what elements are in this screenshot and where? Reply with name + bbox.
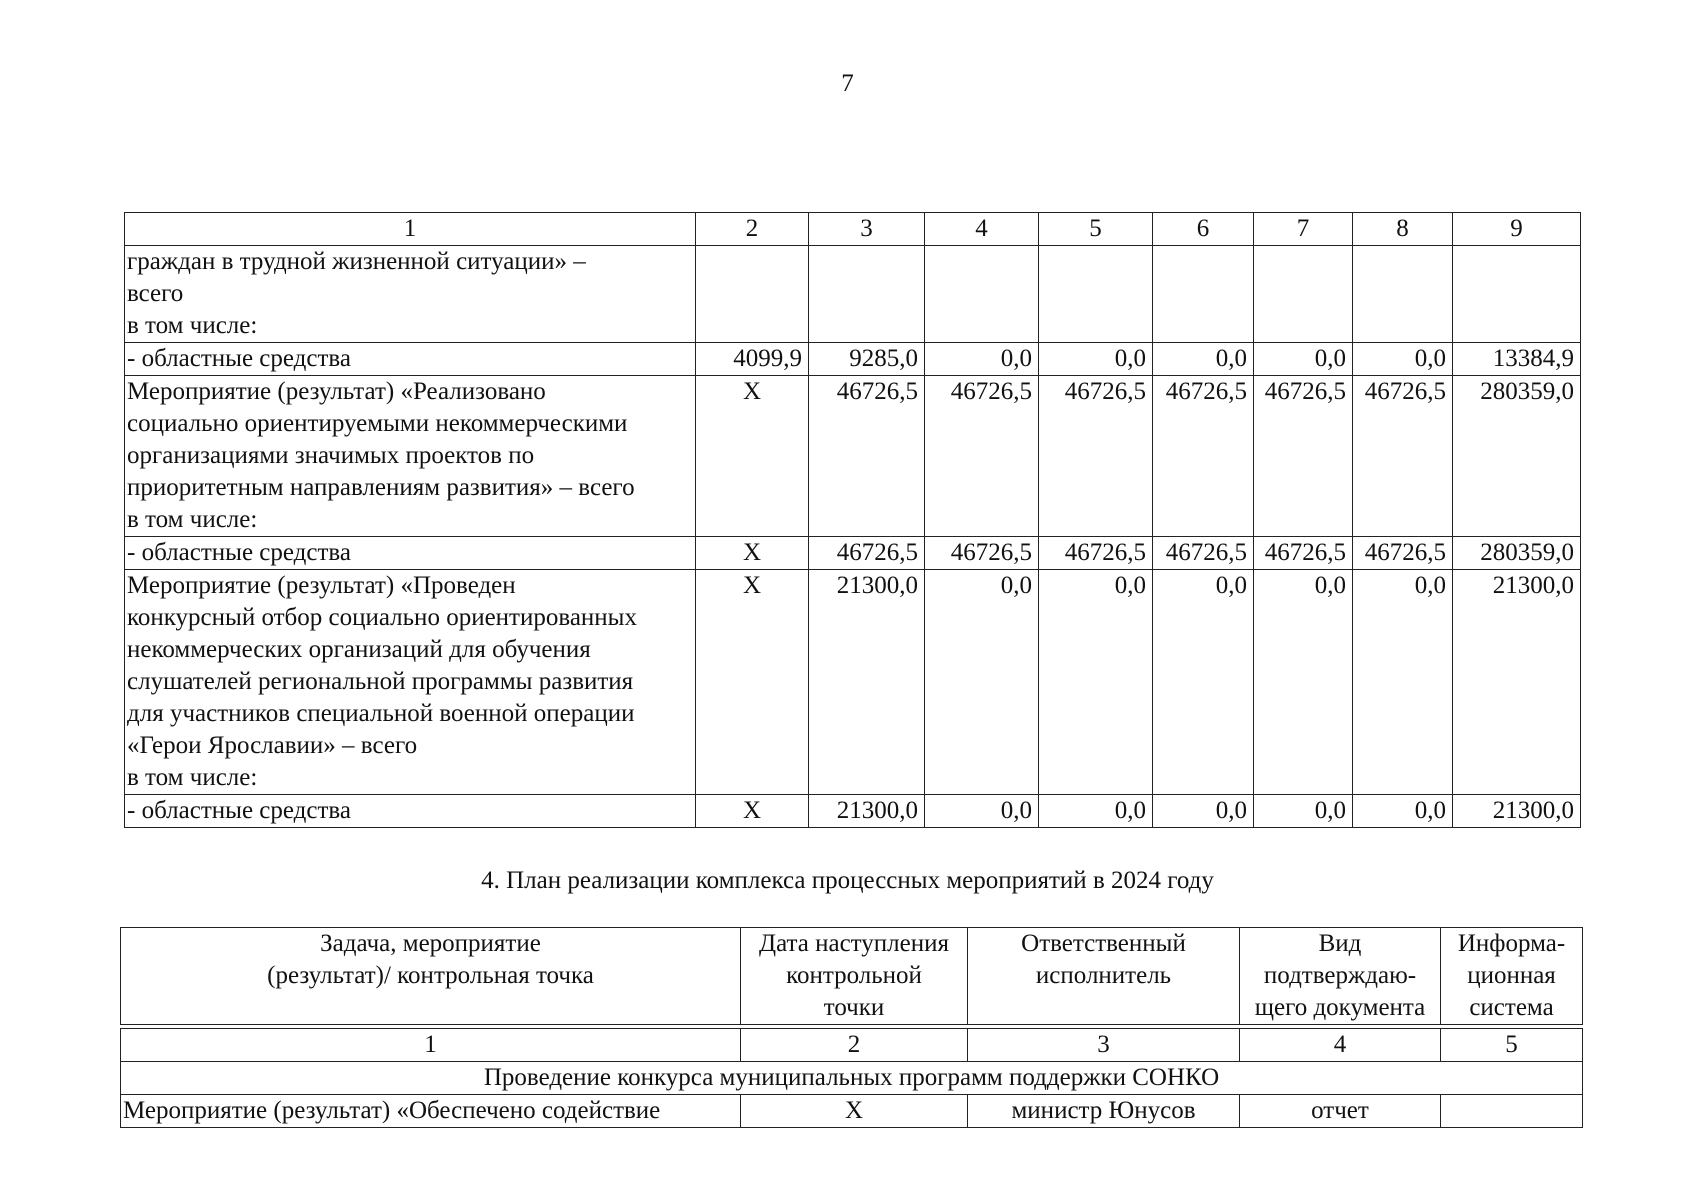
table-row (125, 246, 1581, 343)
header-line: подтверждаю- (1263, 962, 1417, 989)
section-title: 4. План реализации комплекса процессных мероприятий в 2024 году (481, 867, 1214, 894)
description-line: конкурсный отбор социально ориентированных (127, 604, 637, 631)
column-number: 5 (1441, 1029, 1583, 1062)
value-cell (1353, 246, 1453, 343)
column-number: 3 (809, 213, 925, 246)
value-cell: Х (696, 795, 809, 828)
value-cell: 0,0 (1353, 570, 1453, 795)
value-cell (696, 246, 809, 343)
header-line: контрольной (786, 962, 922, 989)
description-line: социально ориентируемыми некоммерческими (127, 410, 628, 437)
plan-table (120, 927, 1583, 1128)
header-line: Вид (1318, 930, 1362, 957)
value-cell: 46726,5 (809, 376, 925, 537)
table-row (121, 1095, 1583, 1128)
row-description (125, 246, 696, 343)
description-line: - областные средства (127, 345, 351, 372)
description-line: - областные средства (127, 539, 351, 566)
column-number: 4 (1240, 1029, 1441, 1062)
value-cell: 21300,0 (809, 795, 925, 828)
description-line: всего (127, 280, 184, 307)
description-line: слушателей региональной программы развития (127, 668, 634, 695)
value-cell: 46726,5 (925, 376, 1039, 537)
description-line: в том числе: (127, 764, 258, 791)
table-row (125, 570, 1581, 795)
value-cell: 46726,5 (1153, 537, 1254, 570)
responsible-cell: министр Юнусов (968, 1095, 1240, 1128)
value-cell: 46726,5 (1153, 376, 1254, 537)
value-cell: 0,0 (1039, 795, 1153, 828)
value-cell (1254, 246, 1353, 343)
value-cell: 0,0 (925, 343, 1039, 376)
value-cell: 9285,0 (809, 343, 925, 376)
value-cell: 0,0 (1153, 795, 1254, 828)
value-cell: 0,0 (1254, 795, 1353, 828)
row-description (125, 376, 696, 537)
column-number: 5 (1039, 213, 1153, 246)
header-information-system (1441, 928, 1583, 1025)
value-cell: 46726,5 (809, 537, 925, 570)
value-cell: 4099,9 (696, 343, 809, 376)
value-cell: Х (696, 376, 809, 537)
header-line: Информа- (1457, 930, 1566, 957)
plan-table-number-row (121, 1029, 1583, 1062)
description-line: - областные средства (127, 797, 351, 824)
group-title: Проведение конкурса муниципальных программ поддержки СОНКО (121, 1062, 1583, 1095)
value-cell: 280359,0 (1453, 537, 1581, 570)
column-number: 2 (741, 1029, 968, 1062)
plan-table-header-row (121, 928, 1583, 1025)
row-description (125, 795, 696, 828)
description-line: Мероприятие (результат) «Реализовано (127, 378, 546, 405)
value-cell: 46726,5 (1039, 537, 1153, 570)
header-line: Задача, мероприятие (320, 930, 541, 957)
value-cell: 46726,5 (1254, 537, 1353, 570)
value-cell (809, 246, 925, 343)
header-document-type (1240, 928, 1441, 1025)
column-number: 7 (1254, 213, 1353, 246)
header-line: система (1469, 994, 1554, 1021)
measure-cell: Мероприятие (результат) «Обеспечено содействие (121, 1095, 741, 1128)
description-line: в том числе: (127, 506, 258, 533)
value-cell: 46726,5 (1039, 376, 1153, 537)
budget-table-header-row (125, 213, 1581, 246)
value-cell: Х (696, 537, 809, 570)
description-line: приоритетным направлениям развития» – всего (127, 474, 635, 501)
column-number: 6 (1153, 213, 1254, 246)
value-cell (1039, 246, 1153, 343)
header-line: исполнитель (1035, 962, 1172, 989)
column-number: 1 (121, 1029, 741, 1062)
column-number: 2 (696, 213, 809, 246)
value-cell (1153, 246, 1254, 343)
column-number: 1 (125, 213, 696, 246)
value-cell: 0,0 (1353, 795, 1453, 828)
row-description (125, 570, 696, 795)
value-cell: 21300,0 (1453, 795, 1581, 828)
value-cell (925, 246, 1039, 343)
document-cell: отчет (1240, 1095, 1441, 1128)
description-line: в том числе: (127, 312, 258, 339)
date-cell: Х (741, 1095, 968, 1128)
group-title-row (121, 1062, 1583, 1095)
table-row (125, 795, 1581, 828)
value-cell: 13384,9 (1453, 343, 1581, 376)
budget-table (124, 212, 1581, 828)
system-cell (1441, 1095, 1583, 1128)
value-cell: 46726,5 (1353, 376, 1453, 537)
value-cell (1453, 246, 1581, 343)
header-line: (результат)/ контрольная точка (267, 962, 594, 989)
description-line: организациями значимых проектов по (127, 442, 535, 469)
value-cell: 0,0 (925, 795, 1039, 828)
description-line: граждан в трудной жизненной ситуации» – (127, 248, 586, 275)
value-cell: Х (696, 570, 809, 795)
value-cell: 21300,0 (809, 570, 925, 795)
header-line: Ответственный (1021, 930, 1186, 957)
value-cell: 0,0 (925, 570, 1039, 795)
value-cell: 21300,0 (1453, 570, 1581, 795)
header-line: Дата наступления (759, 930, 949, 957)
header-line: ционная (1467, 962, 1556, 989)
description-line: Мероприятие (результат) «Проведен (127, 572, 516, 599)
value-cell: 280359,0 (1453, 376, 1581, 537)
value-cell: 0,0 (1254, 343, 1353, 376)
column-number: 4 (925, 213, 1039, 246)
value-cell: 0,0 (1353, 343, 1453, 376)
value-cell: 0,0 (1153, 570, 1254, 795)
value-cell: 0,0 (1039, 570, 1153, 795)
table-row (125, 343, 1581, 376)
value-cell: 0,0 (1039, 343, 1153, 376)
column-number: 3 (968, 1029, 1240, 1062)
header-line: щего документа (1254, 994, 1426, 1021)
value-cell: 46726,5 (1254, 376, 1353, 537)
page-number: 7 (841, 70, 854, 97)
description-line: «Герои Ярославии» – всего (127, 732, 418, 759)
value-cell: 0,0 (1153, 343, 1254, 376)
column-number: 9 (1453, 213, 1581, 246)
column-number: 8 (1353, 213, 1453, 246)
row-description (125, 537, 696, 570)
description-line: некоммерческих организаций для обучения (127, 636, 591, 663)
value-cell: 46726,5 (925, 537, 1039, 570)
header-line: точки (823, 994, 885, 1021)
description-line: для участников специальной военной операции (127, 700, 635, 727)
table-row (125, 376, 1581, 537)
header-responsible (968, 928, 1240, 1025)
value-cell: 46726,5 (1353, 537, 1453, 570)
row-description (125, 343, 696, 376)
table-row (125, 537, 1581, 570)
value-cell: 0,0 (1254, 570, 1353, 795)
header-date (741, 928, 968, 1025)
header-task (121, 928, 741, 1025)
